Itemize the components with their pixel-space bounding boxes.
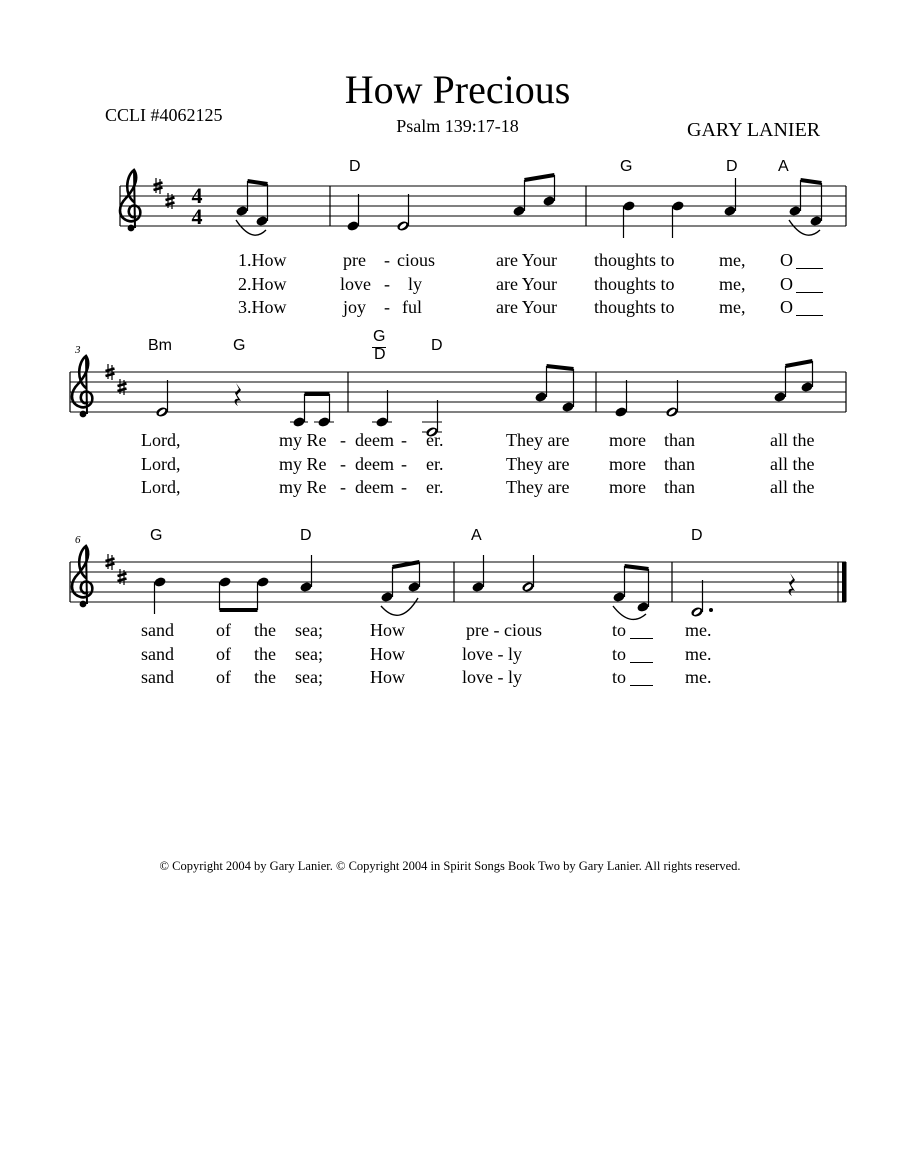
lyric-syllable: er. <box>426 477 444 497</box>
lyric-syllable: the <box>254 644 276 664</box>
lyric-syllable: the <box>254 620 276 640</box>
lyric-syllable: sea; <box>295 644 323 664</box>
lyric-syllable: my Re <box>279 430 327 450</box>
svg-text:4: 4 <box>191 204 203 229</box>
final-barline <box>842 562 847 602</box>
lyric-syllable: How <box>370 667 405 687</box>
lyric-syllable: to <box>612 644 627 664</box>
lyric-syllable: thoughts to <box>594 297 675 317</box>
lyric-syllable: to <box>612 667 627 687</box>
lyric-syllable: than <box>664 430 695 450</box>
lyric-syllable: than <box>664 454 695 474</box>
chord-symbol: D <box>300 527 312 544</box>
lyric-syllable: 1.How <box>238 250 287 270</box>
lyric-syllable: all the <box>770 477 815 497</box>
lyric-syllable: deem <box>355 430 394 450</box>
lyric-hyphen: - <box>401 477 407 497</box>
lyric-syllable: They are <box>506 430 570 450</box>
lyric-syllable: pre - cious <box>466 620 542 640</box>
chord-symbol: D <box>349 158 361 175</box>
lyric-syllable: deem <box>355 477 394 497</box>
ccli-number: CCLI #4062125 <box>105 105 223 125</box>
measure-1 <box>235 181 268 235</box>
staff-system-1 <box>120 170 846 238</box>
lyric-syllable: ly <box>408 274 423 294</box>
lyric-syllable: are Your <box>496 274 557 294</box>
lyric-syllable: sand <box>141 644 174 664</box>
lyric-hyphen: - <box>384 274 390 294</box>
staff-system-3 <box>70 546 847 619</box>
staff-lines-3 <box>70 562 846 602</box>
lyric-hyphen: - <box>340 454 346 474</box>
chord-symbol: G <box>233 337 246 354</box>
lyric-syllable: sea; <box>295 620 323 640</box>
measure-8 <box>471 555 649 619</box>
lyric-hyphen: - <box>340 430 346 450</box>
staff-lines-2 <box>70 372 846 412</box>
lyric-syllable: me. <box>685 644 712 664</box>
lyric-syllable: They are <box>506 477 570 497</box>
lyric-hyphen: - <box>384 250 390 270</box>
lyric-syllable: O <box>780 250 793 270</box>
copyright-notice: © Copyright 2004 by Gary Lanier. © Copyright 2004 in Spirit Songs Book Two by Gary Lanier. All rights reserved. <box>159 859 741 873</box>
lyric-syllable: How <box>370 620 405 640</box>
treble-clef <box>120 170 140 231</box>
lyric-syllable: of <box>216 620 231 640</box>
measure-number-6: 6 <box>75 534 81 546</box>
chord-symbol: A <box>778 158 789 175</box>
lyric-syllable: sand <box>141 667 174 687</box>
lyric-syllable: pre <box>343 250 366 270</box>
chord-symbol: Bm <box>148 337 172 354</box>
lyric-syllable: thoughts to <box>594 274 675 294</box>
lyric-hyphen: - <box>384 297 390 317</box>
measure-9 <box>690 573 795 618</box>
lyric-syllable: me. <box>685 620 712 640</box>
lyric-syllable: the <box>254 667 276 687</box>
time-signature <box>192 183 203 229</box>
lyric-syllable: 3.How <box>238 297 287 317</box>
lyric-syllable: more <box>609 477 646 497</box>
measure-7 <box>153 555 420 615</box>
lyric-syllable: deem <box>355 454 394 474</box>
lyric-syllable: me, <box>719 250 746 270</box>
lyric-syllable: all the <box>770 430 815 450</box>
svg-text:4: 4 <box>191 183 203 208</box>
lyric-syllable: more <box>609 430 646 450</box>
chord-symbol: D <box>431 337 443 354</box>
lyric-syllable: than <box>664 477 695 497</box>
lyric-syllable: to <box>612 620 627 640</box>
lyric-syllable: me, <box>719 297 746 317</box>
lyric-syllable: love - ly <box>462 667 522 687</box>
lyric-syllable: are Your <box>496 297 557 317</box>
lyric-syllable: 2.How <box>238 274 287 294</box>
lyric-syllable: all the <box>770 454 815 474</box>
lyric-syllable: They are <box>506 454 570 474</box>
lyric-hyphen: - <box>401 454 407 474</box>
scripture-reference: Psalm 139:17-18 <box>396 116 519 136</box>
lyric-syllable: my Re <box>279 477 327 497</box>
chord-symbol: D <box>691 527 703 544</box>
lyric-syllable: more <box>609 454 646 474</box>
slash-chord-top: G <box>373 328 386 345</box>
staff-lines-1 <box>120 186 846 226</box>
lyric-syllable: love - ly <box>462 644 522 664</box>
lyric-hyphen: - <box>401 430 407 450</box>
lyric-syllable: sand <box>141 620 174 640</box>
lyric-syllable: love <box>340 274 371 294</box>
lyric-syllable: me, <box>719 274 746 294</box>
lyric-syllable: How <box>370 644 405 664</box>
key-sharp-c <box>166 193 175 209</box>
lyric-syllable: are Your <box>496 250 557 270</box>
lyric-syllable: of <box>216 667 231 687</box>
lyric-syllable: er. <box>426 454 444 474</box>
composer-name: GARY LANIER <box>687 119 821 141</box>
lyric-syllable: O <box>780 274 793 294</box>
lyric-syllable: Lord, <box>141 477 181 497</box>
measure-3 <box>622 178 822 238</box>
lyric-syllable: my Re <box>279 454 327 474</box>
lyric-syllable: er. <box>426 430 444 450</box>
lyric-syllable: ful <box>402 297 422 317</box>
lyric-syllable: O <box>780 297 793 317</box>
lyric-syllable: sea; <box>295 667 323 687</box>
staff-system-2 <box>70 356 846 438</box>
chord-symbol: G <box>150 527 163 544</box>
chord-symbol: G <box>620 158 633 175</box>
song-title: How Precious <box>344 67 571 112</box>
lyric-syllable: Lord, <box>141 454 181 474</box>
lyric-syllable: joy <box>343 297 367 317</box>
measure-2 <box>346 175 555 232</box>
measure-6 <box>614 361 813 418</box>
slash-chord-bottom: D <box>374 346 386 363</box>
lyric-syllable: of <box>216 644 231 664</box>
lyric-syllable: me. <box>685 667 712 687</box>
measure-4 <box>155 380 334 428</box>
lyric-syllable: cious <box>397 250 435 270</box>
lyric-syllable: thoughts to <box>594 250 675 270</box>
chord-symbol: D <box>726 158 738 175</box>
lyric-hyphen: - <box>340 477 346 497</box>
measure-number-3: 3 <box>75 344 81 356</box>
chord-symbol: A <box>471 527 482 544</box>
lyric-syllable: Lord, <box>141 430 181 450</box>
